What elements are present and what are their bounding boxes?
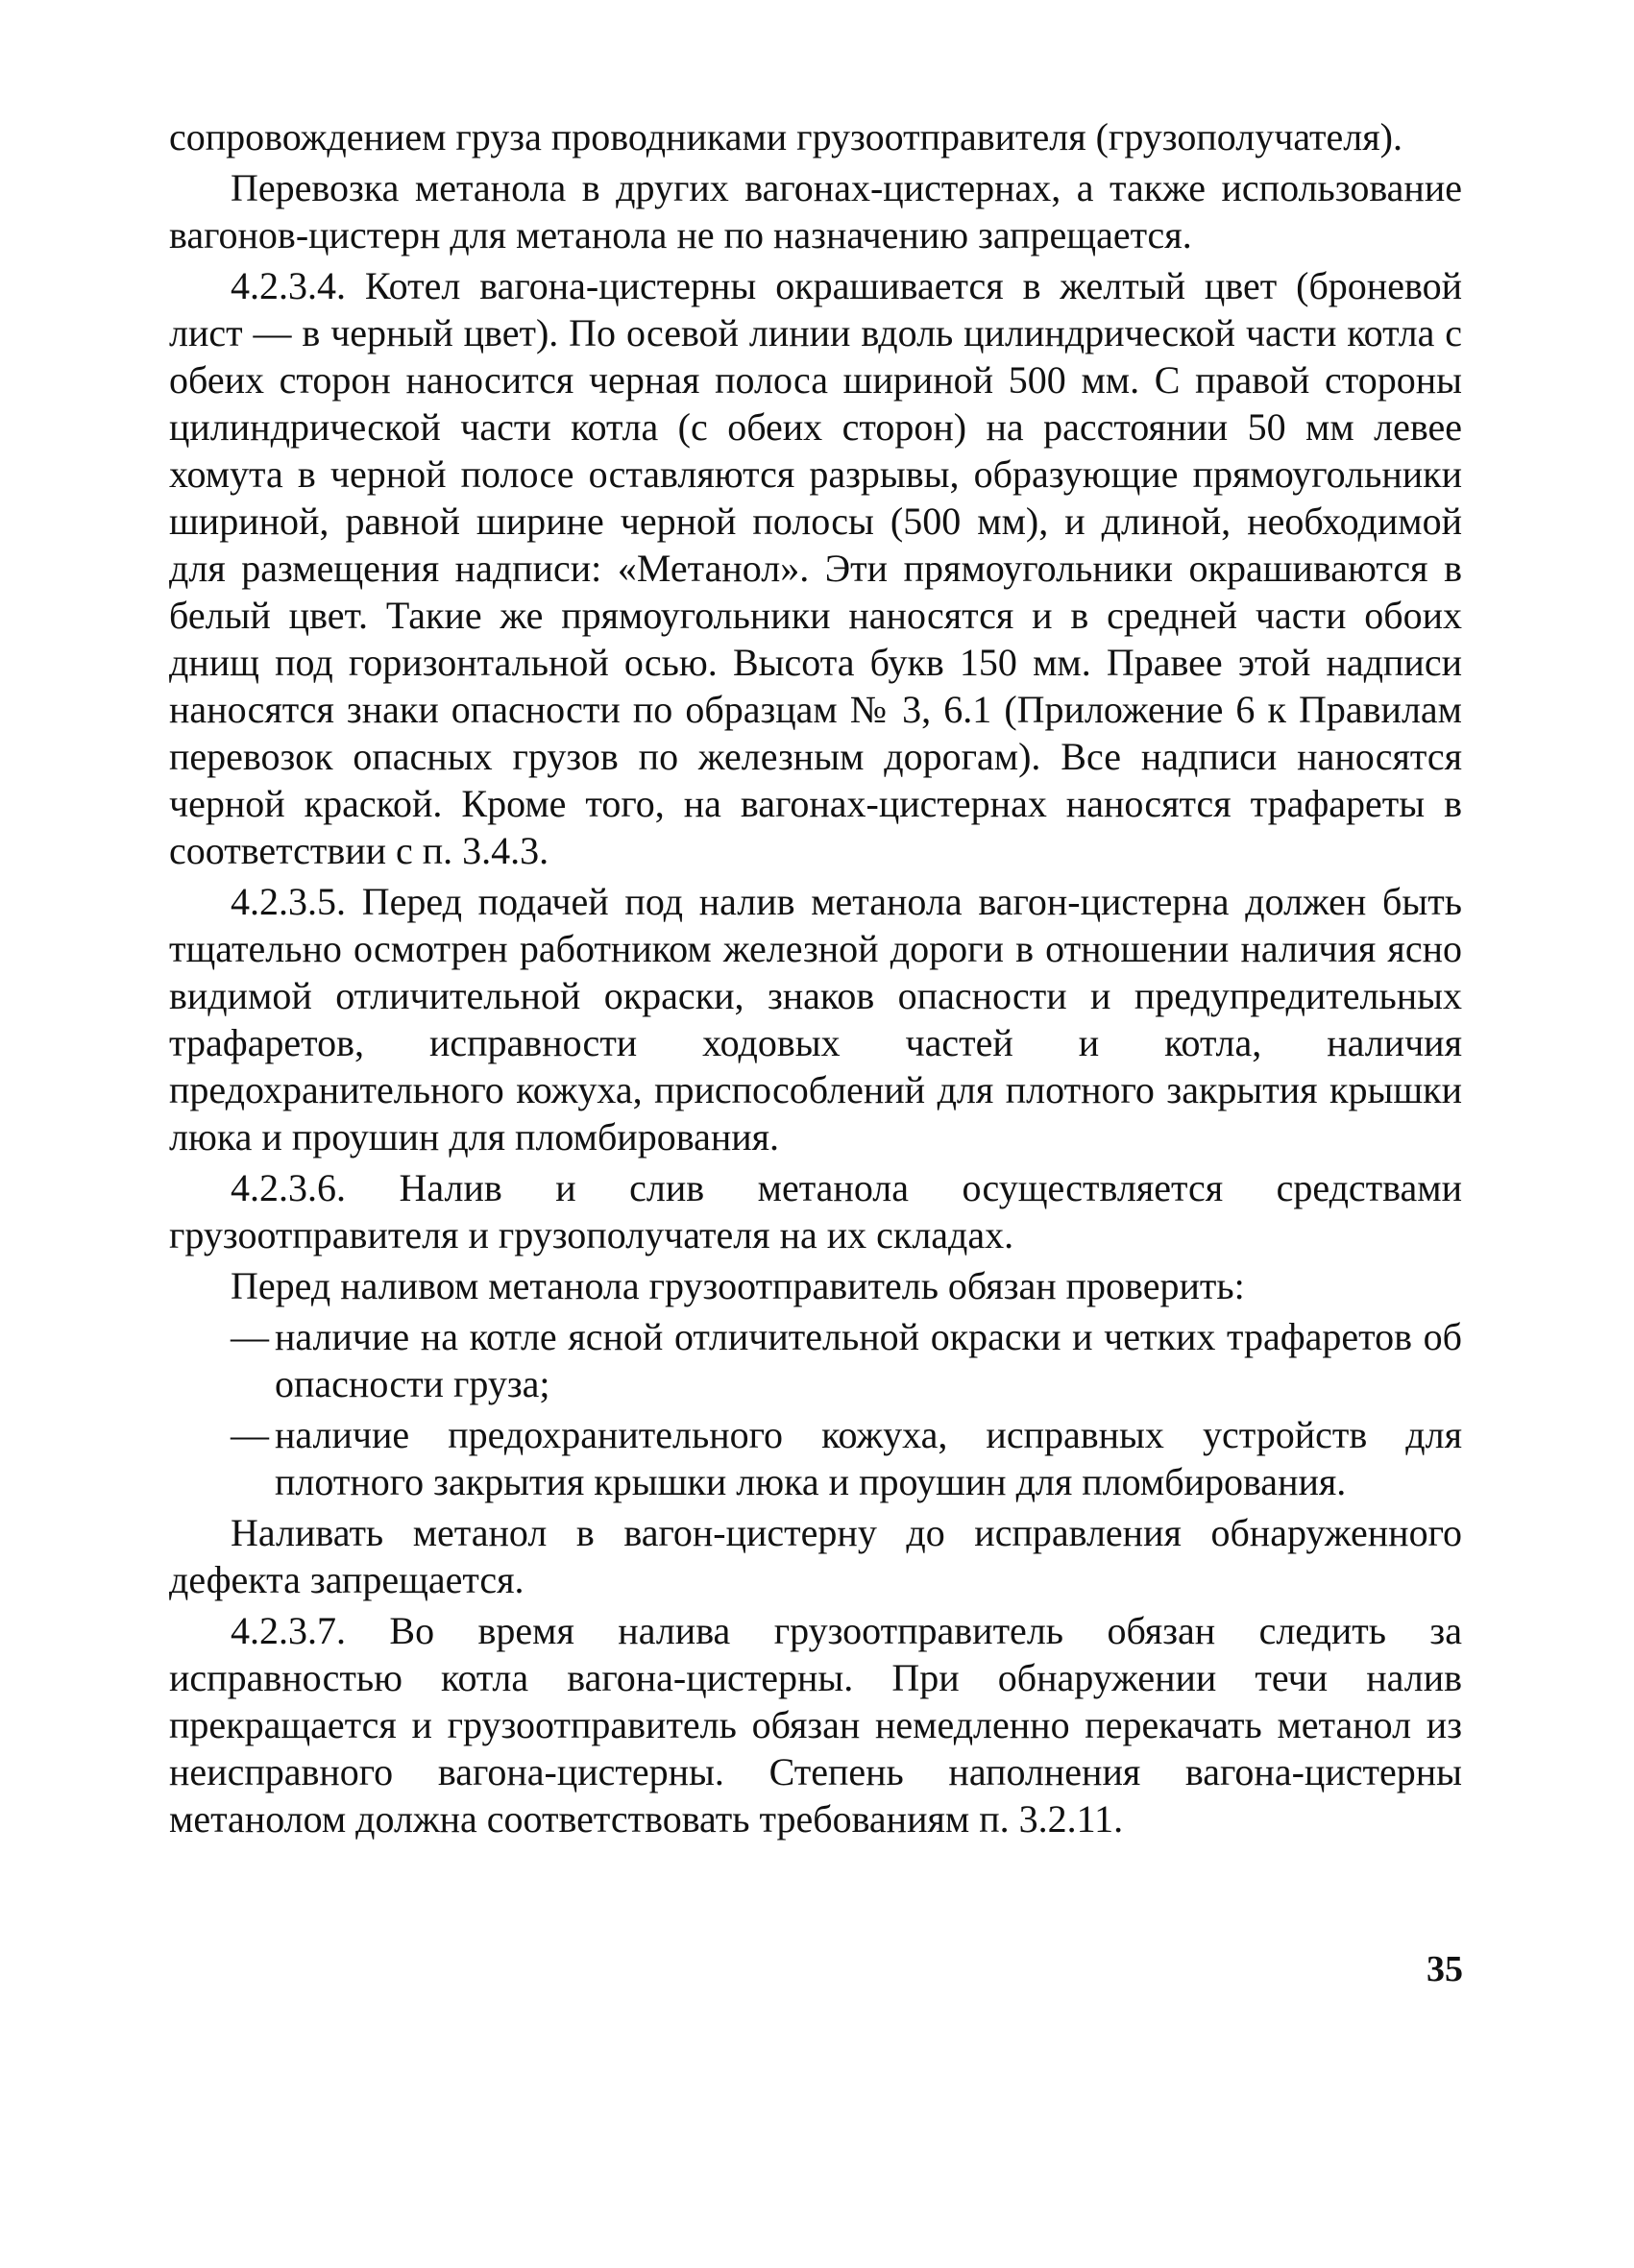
paragraph-4-2-3-7: 4.2.3.7. Во время налива грузоотправитель обязан следить за исправностью котла вагона-цистерны. При обнаружении течи налив прекращается и грузоотправитель обязан немедленно перекачать метанол из неисправного вагона-цистерны. Степень наполнения вагона-цистерны метанолом должна соответствовать требованиям п. 3.2.11. bbox=[169, 1609, 1462, 1841]
list-item-text: наличие на котле ясной отличительной окраски и четких трафаретов об опасности груза; bbox=[275, 1315, 1462, 1405]
paragraph-check-intro: Перед наливом метанола грузоотправитель обязан проверить: bbox=[231, 1264, 1245, 1307]
paragraph-4-2-3-5: 4.2.3.5. Перед подачей под налив метанола вагон-цистерна должен быть тщательно осмотрен работником железной дороги в отношении наличия ясно видимой отличительной окраски, знаков опасности и предупредительных трафаретов, исправности ходовых частей и котла, наличия предохранительного кожуха, приспособлений для плотного закрытия крышки люка и проушин для пломбирования. bbox=[169, 880, 1462, 1158]
check-list bbox=[169, 1313, 1462, 1505]
list-dash: — bbox=[231, 1413, 269, 1456]
body-text bbox=[169, 113, 1462, 1846]
list-item bbox=[169, 1411, 1462, 1505]
paragraph-4-2-3-4: 4.2.3.4. Котел вагона-цистерны окрашивается в желтый цвет (броневой лист — в черный цвет). По осевой линии вдоль цилиндрической части котла с обеих сторон наносится черная полоса шириной 500 мм. С правой стороны цилиндрической части котла (с обеих сторон) на расстоянии 50 мм левее хомута в черной полосе оставляются разрывы, образующие прямоугольники шириной, равной ширине черной полосы (500 мм), и длиной, необходимой для размещения надписи: «Метанол». Эти прямоугольники окрашиваются в белый цвет. Такие же прямоугольники наносятся и в средней части обоих днищ под горизонтальной осью. Высота букв 150 мм. Правее этой надписи наносятся знаки опасности по образцам № 3, 6.1 (Приложение 6 к Правилам перевозок опасных грузов по железным дорогам). Все надписи наносятся черной краской. Кроме того, на вагонах-цистернах наносятся трафареты в соответствии с п. 3.4.3. bbox=[169, 264, 1462, 872]
list-item bbox=[169, 1313, 1462, 1407]
paragraph-defect-prohibition: Наливать метанол в вагон-цистерну до исправления обнаруженного дефекта запрещается. bbox=[169, 1511, 1462, 1601]
paragraph-continuation: сопровождением груза проводниками грузоотправителя (грузополучателя). bbox=[169, 115, 1402, 159]
paragraph-4-2-3-6: 4.2.3.6. Налив и слив метанола осуществляется средствами грузоотправителя и грузополучателя на их складах. bbox=[169, 1166, 1462, 1256]
paragraph-transport-restriction: Перевозка метанола в других вагонах-цистернах, а также использование вагонов-цистерн для метанола не по назначению запрещается. bbox=[169, 166, 1462, 256]
list-item-text: наличие предохранительного кожуха, исправных устройств для плотного закрытия крышки люка и проушин для пломбирования. bbox=[275, 1413, 1462, 1503]
list-dash: — bbox=[231, 1315, 269, 1358]
page-number: 35 bbox=[1427, 1949, 1463, 1989]
